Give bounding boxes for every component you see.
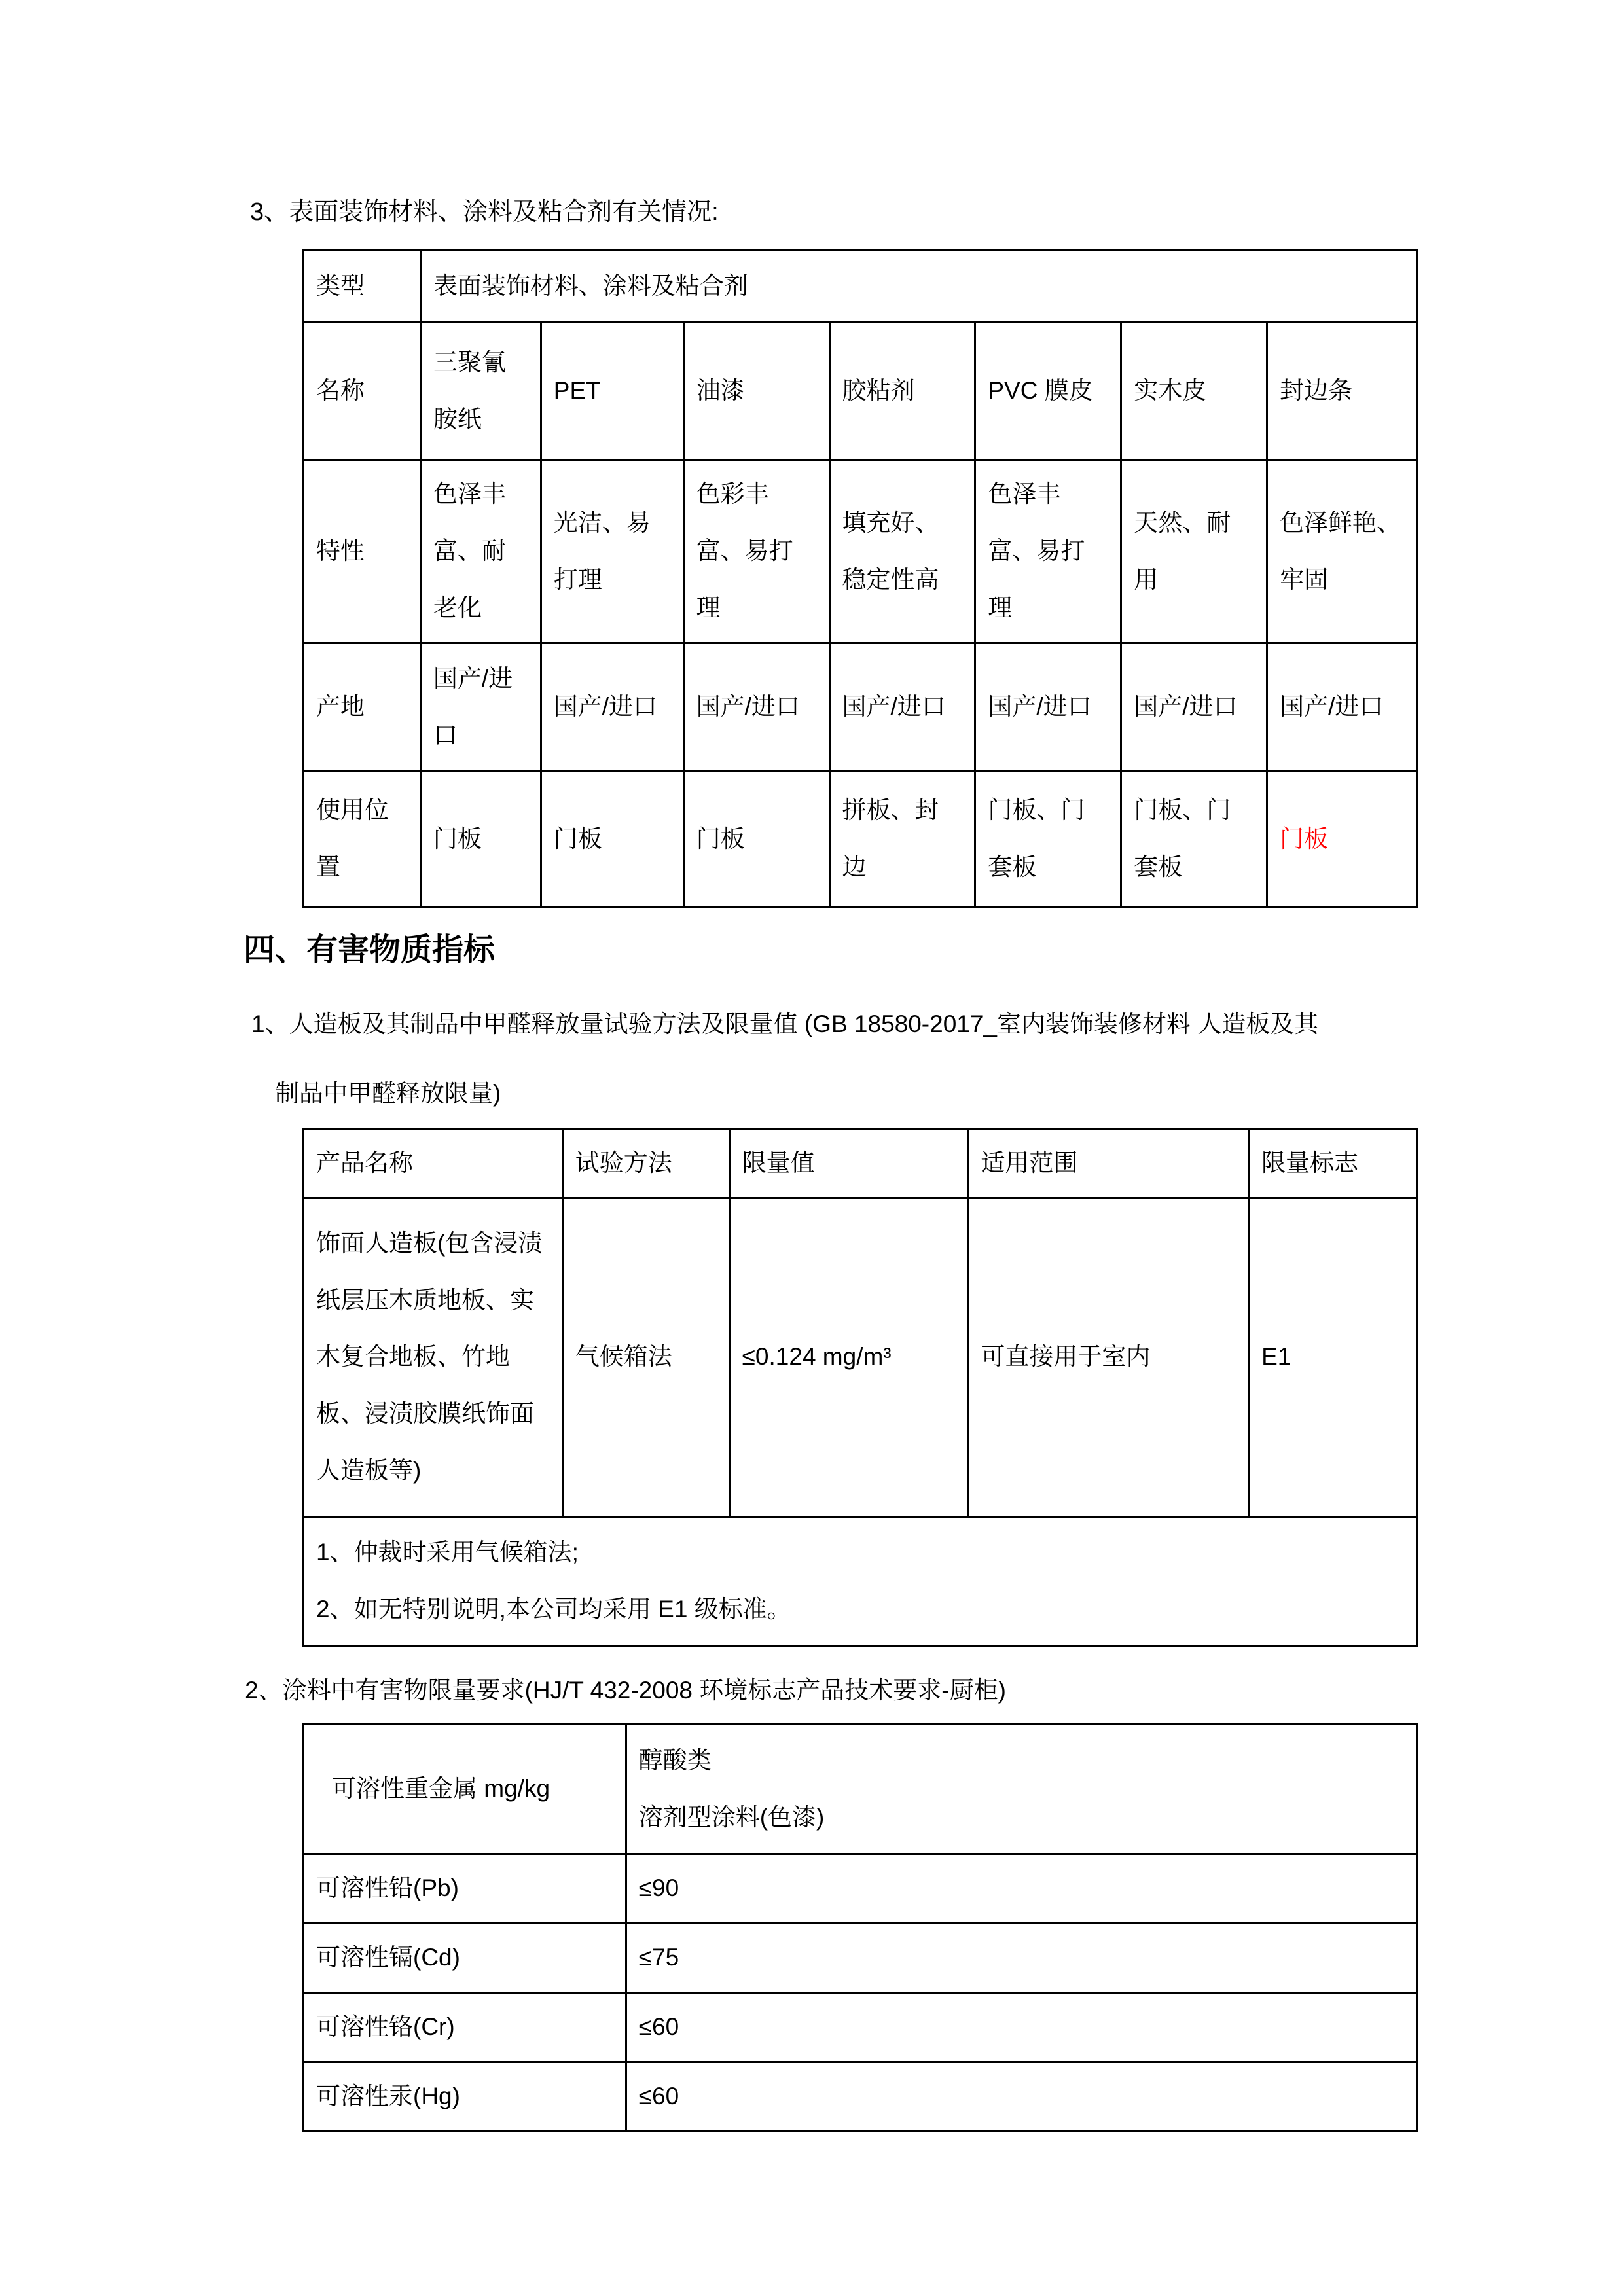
origin-label-cell: 产地 — [304, 643, 421, 772]
position-cell: 拼板、封边 — [829, 772, 975, 907]
header-method: 试验方法 — [562, 1128, 729, 1198]
type-value-cell: 表面装饰材料、涂料及粘合剂 — [420, 251, 1416, 323]
origin-cell: 国产/进口 — [420, 643, 541, 772]
metal-value-cell: ≤90 — [626, 1854, 1416, 1924]
metal-label-cell: 可溶性镉(Cd) — [304, 1923, 626, 1992]
name-cell: 三聚氰胺纸 — [420, 323, 541, 460]
name-cell: PET — [541, 323, 683, 460]
paint-type-line-1: 醇酸类 — [638, 1746, 712, 1774]
limit-cell: ≤0.124 mg/m³ — [729, 1198, 968, 1516]
feature-cell: 色泽丰富、易打理 — [975, 460, 1121, 643]
materials-name-row — [304, 323, 1417, 460]
materials-type-row — [304, 251, 1417, 323]
note-line-1: 1、仲裁时采用气候箱法; — [316, 1539, 579, 1566]
coatings-header-row — [304, 1725, 1417, 1854]
position-cell: 门板 — [683, 772, 829, 907]
feature-cell: 天然、耐用 — [1121, 460, 1267, 643]
mark-cell: E1 — [1249, 1198, 1417, 1516]
header-product: 产品名称 — [304, 1128, 563, 1198]
position-cell: 门板 — [420, 772, 541, 907]
feature-cell: 色泽鲜艳、牢固 — [1267, 460, 1417, 643]
type-label-cell: 类型 — [304, 251, 421, 323]
paint-type-header-cell — [626, 1725, 1416, 1854]
scope-cell: 可直接用于室内 — [968, 1198, 1249, 1516]
header-limit: 限量值 — [729, 1128, 968, 1198]
header-mark: 限量标志 — [1249, 1128, 1417, 1198]
origin-cell: 国产/进口 — [975, 643, 1121, 772]
coatings-row-cadmium — [304, 1923, 1417, 1992]
header-scope: 适用范围 — [968, 1128, 1249, 1198]
formaldehyde-header-row — [304, 1128, 1417, 1198]
coatings-table — [302, 1723, 1418, 2132]
origin-cell: 国产/进口 — [829, 643, 975, 772]
coatings-row-chromium — [304, 1992, 1417, 2062]
metal-value-cell: ≤75 — [626, 1923, 1416, 1992]
origin-cell: 国产/进口 — [1121, 643, 1267, 772]
position-cell: 门板、门套板 — [975, 772, 1121, 907]
feature-cell: 光洁、易打理 — [541, 460, 683, 643]
paint-type-line-2: 溶剂型涂料(色漆) — [638, 1803, 825, 1831]
origin-cell: 国产/进口 — [683, 643, 829, 772]
coatings-row-lead — [304, 1854, 1417, 1924]
section-3-heading: 3、表面装饰材料、涂料及粘合剂有关情况: — [250, 198, 719, 226]
formaldehyde-item-line1: 1、人造板及其制品中甲醛释放量试验方法及限量值 (GB 18580-2017_室内装饰装修材料 人造板及其 — [251, 1010, 1319, 1037]
formaldehyde-table — [302, 1128, 1418, 1647]
position-cell: 门板、门套板 — [1121, 772, 1267, 907]
metal-header-cell: 可溶性重金属 mg/kg — [304, 1725, 626, 1854]
origin-cell: 国产/进口 — [541, 643, 683, 772]
notes-cell — [304, 1516, 1417, 1646]
coatings-row-mercury — [304, 2062, 1417, 2131]
coatings-item-heading: 2、涂料中有害物限量要求(HJ/T 432-2008 环境标志产品技术要求-厨柜) — [245, 1676, 1006, 1704]
origin-cell: 国产/进口 — [1267, 643, 1417, 772]
name-cell: PVC 膜皮 — [975, 323, 1121, 460]
product-cell: 饰面人造板(包含浸渍纸层压木质地板、实木复合地板、竹地板、浸渍胶膜纸饰面人造板等) — [304, 1198, 563, 1516]
note-line-2: 2、如无特别说明,本公司均采用 E1 级标准。 — [316, 1596, 791, 1623]
feature-label-cell: 特性 — [304, 460, 421, 643]
feature-cell: 色泽丰富、耐老化 — [420, 460, 541, 643]
metal-label-cell: 可溶性铬(Cr) — [304, 1992, 626, 2062]
name-cell: 油漆 — [683, 323, 829, 460]
formaldehyde-notes-row — [304, 1516, 1417, 1646]
name-label-cell: 名称 — [304, 323, 421, 460]
position-cell: 门板 — [541, 772, 683, 907]
position-label-cell: 使用位置 — [304, 772, 421, 907]
name-cell: 封边条 — [1267, 323, 1417, 460]
name-cell: 胶粘剂 — [829, 323, 975, 460]
materials-feature-row — [304, 460, 1417, 643]
materials-origin-row — [304, 643, 1417, 772]
formaldehyde-data-row — [304, 1198, 1417, 1516]
feature-cell: 填充好、稳定性高 — [829, 460, 975, 643]
metal-label-cell: 可溶性汞(Hg) — [304, 2062, 626, 2131]
name-cell: 实木皮 — [1121, 323, 1267, 460]
section-4-heading: 四、有害物质指标 — [244, 933, 496, 968]
metal-value-cell: ≤60 — [626, 1992, 1416, 2062]
materials-position-row — [304, 772, 1417, 907]
metal-value-cell: ≤60 — [626, 2062, 1416, 2131]
position-cell-highlighted: 门板 — [1267, 772, 1417, 907]
materials-table — [302, 249, 1418, 908]
formaldehyde-item-line2: 制品中甲醛释放限量) — [275, 1079, 501, 1107]
feature-cell: 色彩丰富、易打理 — [683, 460, 829, 643]
method-cell: 气候箱法 — [562, 1198, 729, 1516]
metal-label-cell: 可溶性铅(Pb) — [304, 1854, 626, 1924]
